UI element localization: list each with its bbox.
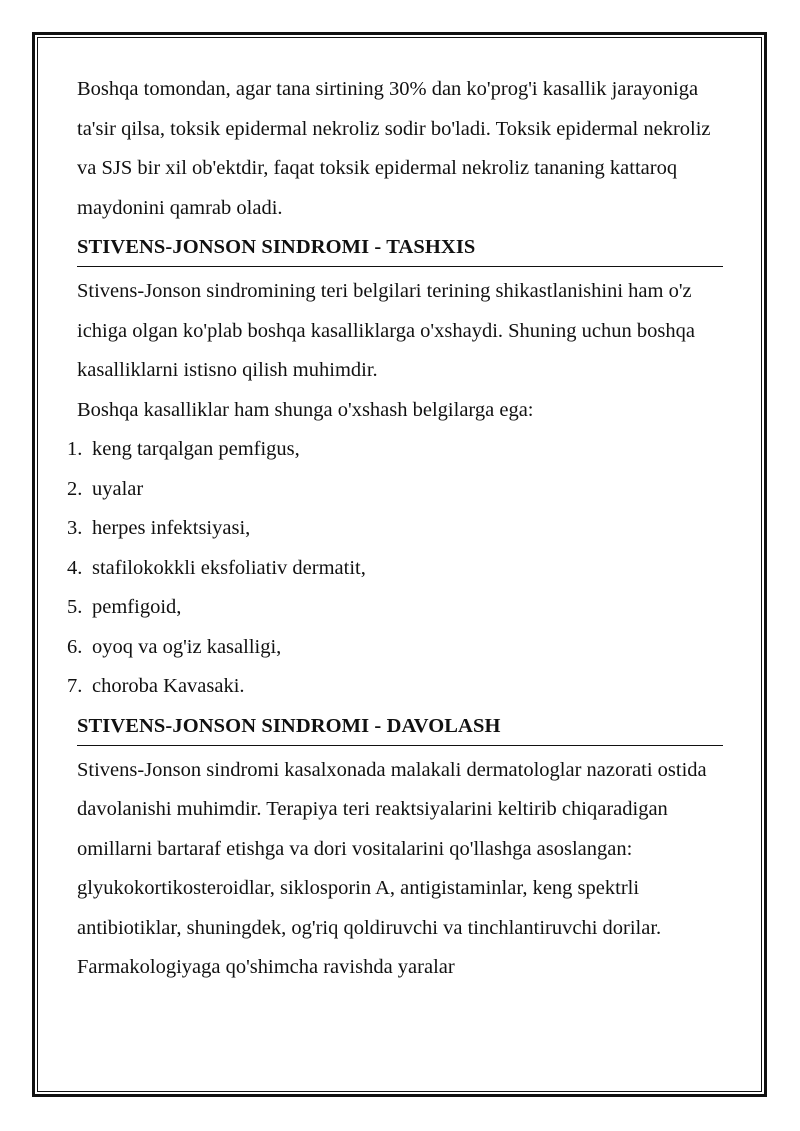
treatment-paragraph: Stivens-Jonson sindromi kasalxonada malakali dermatologlar nazorati ostida davolanishi muhimdir. Terapiya teri reaktsiyalarini keltirib chiqaradigan omillarni bartaraf etishga va dori vositalarini qo'llashga asoslangan: glyukokortikosteroidlar, siklosporin A, antigistaminlar, keng spektrli antibiotiklar, shuningdek, og'riq qoldiruvchi va tinchlantiruvchi dorilar. Farmakologiyaga qo'shimcha ravishda yaralar [77, 758, 707, 978]
list-item: 7. choroba Kavasaki. [67, 675, 245, 697]
list-item: 4. stafilokokkli eksfoliativ dermatit, [67, 556, 366, 579]
diagnosis-paragraph: Stivens-Jonson sindromining teri belgilari terining shikastlanishini ham o'z ichiga olgan ko'plab boshqa kasalliklarga o'xshaydi. Shuning uchun boshqa kasalliklarni istisno qilish muhimdir. [77, 280, 695, 381]
list-item: 1. keng tarqalgan pemfigus, [67, 438, 300, 460]
section-heading-treatment: STIVENS-JONSON SINDROMI - DAVOLASH [77, 707, 723, 746]
list-item: 6. oyoq va og'iz kasalligi, [67, 635, 282, 658]
list-item: 2. uyalar [67, 477, 144, 500]
list-item: 3. herpes infektsiyasi, [67, 517, 251, 539]
section-heading-diagnosis: STIVENS-JONSON SINDROMI - TASHXIS [77, 228, 723, 267]
list-intro: Boshqa kasalliklar ham shunga o'xshash belgilarga ega: [77, 398, 534, 421]
document-body [67, 70, 723, 988]
intro-paragraph: Boshqa tomondan, agar tana sirtining 30% dan ko'prog'i kasallik jarayoniga ta'sir qilsa, toksik epidermal nekroliz sodir bo'ladi. Toksik epidermal nekroliz va SJS bir xil ob'ektdir, faqat toksik epidermal nekroliz tananing kattaroq maydonini qamrab oladi. [77, 78, 711, 219]
differential-list [67, 430, 723, 707]
list-item: 5. pemfigoid, [67, 596, 182, 618]
